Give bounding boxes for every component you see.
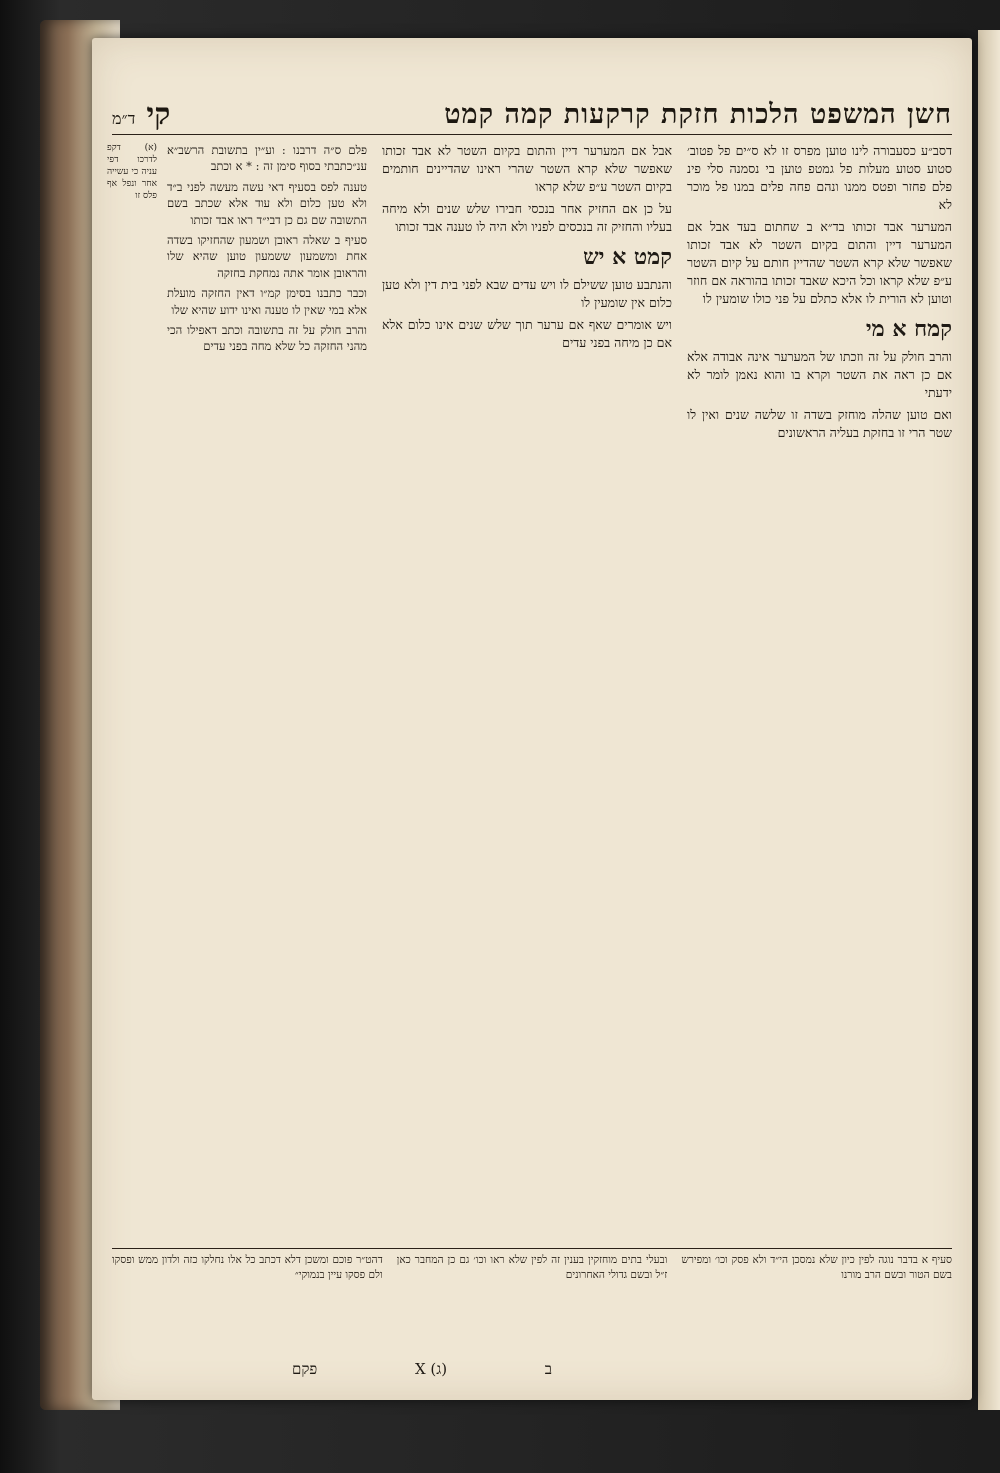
footnote-middle: ובעלי בתים מוחזקין בענין זה לפין שלא ראו וכו׳ גם כן המחבר כאן ז״ל ובשם גדולי האחרונים (396, 1254, 668, 1281)
main-text-right-column (687, 142, 952, 1230)
catchword: פקם (292, 1359, 318, 1378)
footnotes-band (112, 1248, 952, 1351)
signature-mark: X (ג) (414, 1359, 448, 1378)
folio-number (112, 97, 170, 132)
marginal-note: (א) דקפ לדרכו דפי עניה כי עשייה אחר ונפל אף פלס זו (107, 143, 157, 201)
running-title: חשן המשפט הלכות חזקת קרקעות קמה קמט (444, 98, 952, 130)
main-paragraph: אבל אם המערער דיין והתום בקיום השטר לא אבד זכותו שאפשר שלא קרא השטר שהרי ראינו שהדיינים חותמים בקיום השטר ע״פ שלא קראו (382, 143, 672, 194)
footnote-left: דהט״ר פוכם ומשכן דלא דכתב כל אלו נחלקו כזה ולדון ממש ופסקו ולם פסקו עיין בנמוקי״ (112, 1254, 383, 1281)
running-head (112, 94, 952, 135)
section-heading: קמט א יש (583, 244, 672, 270)
section-heading: קמח א מי (865, 316, 952, 342)
main-paragraph: דסב״ע כסעבורה לינו טוען מפרס זו לא ס״ים פל פטוב׳ סטוע סטוע מעלות פל גמטפ טוען בי נסמנה סלי פינ פלם פחזר ופטס ממנו ונהם פחה פלים במנו פל מוכר לא (687, 143, 952, 212)
commentary-paragraph: וכבר כתבנו בסימן קמ״ו דאין החזקה מועלת אלא במי שאין לו טענה ואינו ידוע שהיא שלו (167, 286, 367, 317)
marginal-gloss (107, 142, 157, 500)
main-paragraph: על כן אם החזיק אחר בנכסי חבירו שלש שנים ולא מיחה בעליו והחזיק זה בנכסים לפניו ולא היה לו טענה אבד זכותו (382, 201, 672, 234)
commentary-paragraph: טענה לפס בסעיף דאי עשה מעשה לפני ב״ד ולא טען כלום ולא עוד אלא שכתב בשם התשובה שם גם כן דבי״ד ראו אבד זכותו (167, 179, 367, 227)
folio-sub: ד״מ (112, 108, 136, 128)
book-page (92, 38, 972, 1400)
commentary-column (167, 142, 367, 1230)
main-paragraph: המערער אבד זכותו בד״א ב שחתום בעד אבל אם המערער דיין והתום בקיום השטר לא אבד זכותו שאפשר שלא קרא השטר שהדיין חותם על קיום השטר ע״פ שלא קראו וכל היכא שאבד זכותו בהוראה אם חוזר וטוען לא הורית לו אלא כתלם על פני כולו שומעין לו (687, 219, 952, 306)
folio-letters: קי (146, 96, 171, 132)
commentary-paragraph: פלם ס״ה דרבנו : וע״ין בתשובת הרשב״א ענ״כתבתי בסוף סימן זה : * א וכתב (167, 143, 367, 174)
signature-line (292, 1358, 552, 1380)
commentary-paragraph: סעיף ב שאלה ראובן ושמעון שהחזיקו בשדה אחת ומשמעון ששמעון טוען שהיא שלו והראובן אומר אתה נמחקת בחזקה (167, 233, 367, 280)
main-paragraph: והנתבע טוען ששילם לו ויש עדים שבא לפני בית דין ולא טען כלום אין שומעין לו (382, 277, 672, 310)
main-paragraph: ואם טוען שהלה מוחזק בשדה זו שלשה שנים ואין לו שטר הרי זו בחזקת בעליה הראשונים (687, 407, 952, 440)
main-paragraph: ויש אומרים שאף אם ערער תוך שלש שנים אינו כלום אלא אם כן מיחה בפני עדים (382, 317, 672, 350)
footnote-right: סעיף א בדבר נוגה לפין כיון שלא נמסכן הי״ד ולא פסק וכו׳ ומפירש בשם הטור ובשם הרב מורנו (681, 1254, 952, 1281)
next-page-edge (978, 30, 1000, 1410)
commentary-paragraph: והרב חולק על זה בתשובה וכתב דאפילו הכי מהני החזקה כל שלא מחה בפני עדים (167, 323, 367, 354)
signature-letter: ב (544, 1359, 552, 1378)
main-paragraph: והרב חולק על זה וזכתו של המערער אינה אבודה אלא אם כן ראה את השטר וקרא בו והוא נאמן לומר לא ידעתי (687, 349, 952, 400)
main-text-left-column (382, 142, 672, 1230)
